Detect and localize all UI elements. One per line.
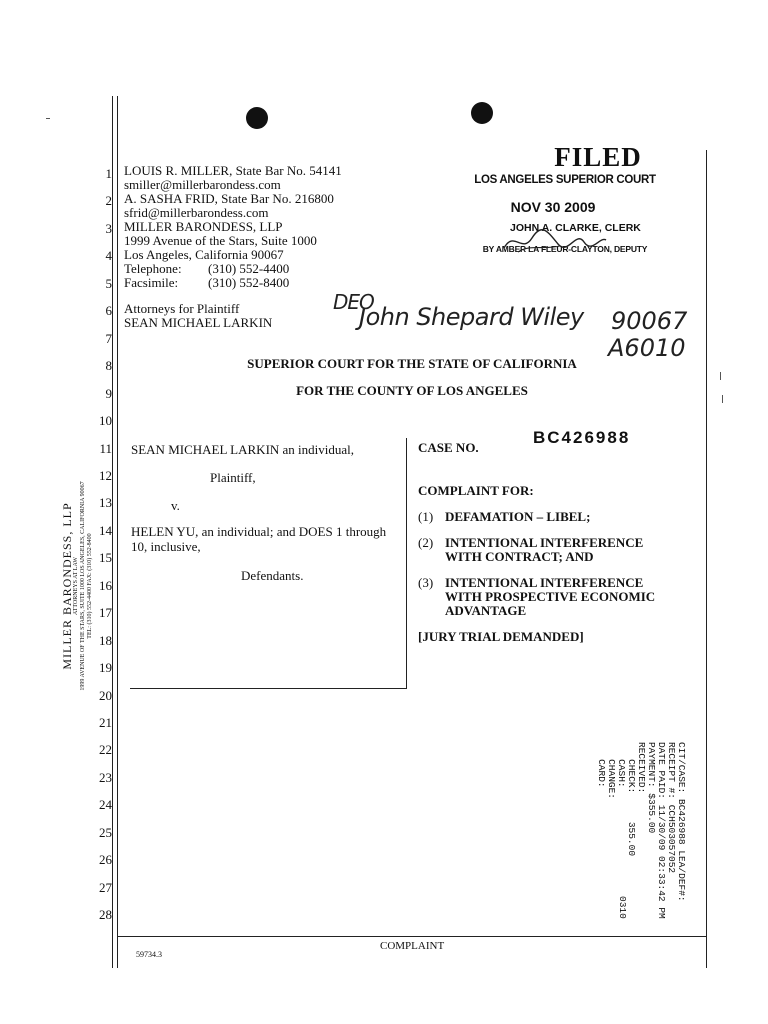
header-line: 1999 Avenue of the Stars, Suite 1000 xyxy=(124,233,317,248)
line-number: 16 xyxy=(99,577,112,593)
handwritten-judge-name: John Shepard Wiley xyxy=(359,303,584,331)
attorney-header xyxy=(124,164,374,290)
line-number: 12 xyxy=(99,467,112,483)
firm-side-imprint xyxy=(62,456,94,716)
line-number: 18 xyxy=(99,632,112,648)
punch-hole-right xyxy=(471,102,493,124)
header-line: MILLER BARONDESS, LLP xyxy=(124,219,283,234)
line-number: 25 xyxy=(99,824,112,840)
margin-mark xyxy=(720,372,721,380)
filed-stamp-date: NOV 30 2009 xyxy=(510,199,596,215)
line-number: 21 xyxy=(99,715,112,730)
firm-side-sub1: ATTORNEYS AT LAW xyxy=(73,557,79,615)
right-margin-rule xyxy=(706,150,707,968)
court-county: FOR THE COUNTY OF LOS ANGELES xyxy=(296,383,528,398)
handwritten-code-2: A6010 xyxy=(608,334,686,362)
line-number: 7 xyxy=(105,330,112,346)
line-number: 15 xyxy=(99,550,112,566)
versus: v. xyxy=(171,498,180,513)
fax-value: (310) 552-8400 xyxy=(208,275,290,290)
claim-text: DEFAMATION – LIBEL; xyxy=(445,509,591,524)
filed-stamp-title: FILED xyxy=(554,142,642,172)
header-line: smiller@millerbarondess.com xyxy=(124,177,281,192)
claim-item xyxy=(418,536,678,564)
line-number: 8 xyxy=(105,358,112,374)
line-number: 24 xyxy=(99,797,112,813)
fax-label: Facsimile: xyxy=(124,275,179,290)
line-number: 22 xyxy=(99,742,112,758)
court-title: SUPERIOR COURT FOR THE STATE OF CALIFORNIA xyxy=(247,356,577,371)
plaintiff-name: SEAN MICHAEL LARKIN an individual, xyxy=(131,442,355,457)
line-number: 14 xyxy=(99,522,112,538)
header-fax-row xyxy=(124,276,374,290)
attorneys-for-block xyxy=(124,302,324,330)
payment-receipt: CIT/CASE: BC426988 LEA/DEF#: RECEIPT #: CCH503057052 DATE PAID: 11/30/09 02:33:42 PM PAYMENT: $355.00 RECEIVED: CHECK: 355.00 CASH: CHANGE: CARD: xyxy=(596,742,687,919)
line-number: 20 xyxy=(99,687,112,703)
clerk-signature xyxy=(500,226,610,256)
firm-side-name: MILLER BARONDESS, LLP xyxy=(60,502,74,670)
defendant-role: Defendants. xyxy=(241,568,304,583)
claim-number: (2) xyxy=(418,535,434,550)
jury-demand: [JURY TRIAL DEMANDED] xyxy=(418,629,584,644)
case-number-label: CASE NO. xyxy=(418,440,479,455)
header-line: LOUIS R. MILLER, State Bar No. 54141 xyxy=(124,163,342,178)
line-number: 23 xyxy=(99,769,112,785)
handwritten-deo: DEO xyxy=(333,290,374,314)
case-number: BC426988 xyxy=(533,428,631,447)
line-number: 28 xyxy=(99,907,112,923)
margin-mark xyxy=(722,395,723,403)
claim-item xyxy=(418,510,678,524)
line-number: 2 xyxy=(105,193,112,209)
claim-number: (1) xyxy=(418,509,434,524)
phone-label: Telephone: xyxy=(124,261,182,276)
firm-side-sub3: TEL: (310) 552-4400 FAX: (310) 552-8400 xyxy=(87,533,93,639)
filed-stamp-deputy: BY AMBER LA FLEUR-CLAYTON, DEPUTY xyxy=(482,244,648,254)
line-number: 27 xyxy=(99,879,112,895)
line-number: 9 xyxy=(105,385,112,401)
left-margin-rule-outer xyxy=(112,96,113,968)
complaint-for-label: COMPLAINT FOR: xyxy=(418,483,534,498)
firm-side-sub2: 1999 AVENUE OF THE STARS, SUITE 1000 LOS ANGELES, CALIFORNIA 90067 xyxy=(80,481,86,691)
claims-list xyxy=(418,510,678,644)
caption-divider-bottom xyxy=(130,688,407,689)
margin-mark xyxy=(46,118,50,119)
filed-stamp-clerk: JOHN A. CLARKE, CLERK xyxy=(510,222,641,234)
header-phone-row xyxy=(124,262,374,276)
line-number: 4 xyxy=(105,248,112,264)
line-number: 1 xyxy=(105,166,112,181)
defendant-name: HELEN YU, an individual; and DOES 1 through 10, inclusive, xyxy=(131,524,387,554)
claim-text: INTENTIONAL INTERFERENCE WITH PROSPECTIVE ECONOMIC ADVANTAGE xyxy=(445,575,656,618)
header-line: Los Angeles, California 90067 xyxy=(124,247,284,262)
claim-item xyxy=(418,576,678,618)
phone-value: (310) 552-4400 xyxy=(208,261,290,276)
line-number: 26 xyxy=(99,852,112,868)
line-number: 13 xyxy=(99,495,112,511)
header-line: sfrid@millerbarondess.com xyxy=(124,205,269,220)
line-number: 6 xyxy=(105,303,112,319)
header-line: A. SASHA FRID, State Bar No. 216800 xyxy=(124,191,334,206)
caption-divider-right xyxy=(406,438,407,688)
line-number: 3 xyxy=(105,220,112,236)
line-number: 10 xyxy=(99,413,112,429)
line-number: 17 xyxy=(99,605,112,621)
plaintiff-role: Plaintiff, xyxy=(210,470,256,485)
line-number: 19 xyxy=(99,660,112,676)
attorneys-for-label: Attorneys for Plaintiff xyxy=(124,301,240,316)
filed-stamp-court: LOS ANGELES SUPERIOR COURT xyxy=(474,174,656,186)
receipt-code: 0310 xyxy=(617,896,628,919)
claim-text: INTENTIONAL INTERFERENCE WITH CONTRACT; AND xyxy=(445,535,644,564)
caption-parties xyxy=(131,442,403,583)
handwritten-code-1: 90067 xyxy=(611,307,688,335)
left-margin-rule-inner xyxy=(117,96,118,968)
footer-title: COMPLAINT xyxy=(380,940,445,952)
claim-number: (3) xyxy=(418,575,434,590)
punch-hole-left xyxy=(246,107,268,129)
footer-doc-id: 59734.3 xyxy=(136,950,162,959)
client-name: SEAN MICHAEL LARKIN xyxy=(124,315,273,330)
line-number: 5 xyxy=(105,275,112,291)
line-number: 11 xyxy=(99,440,112,456)
